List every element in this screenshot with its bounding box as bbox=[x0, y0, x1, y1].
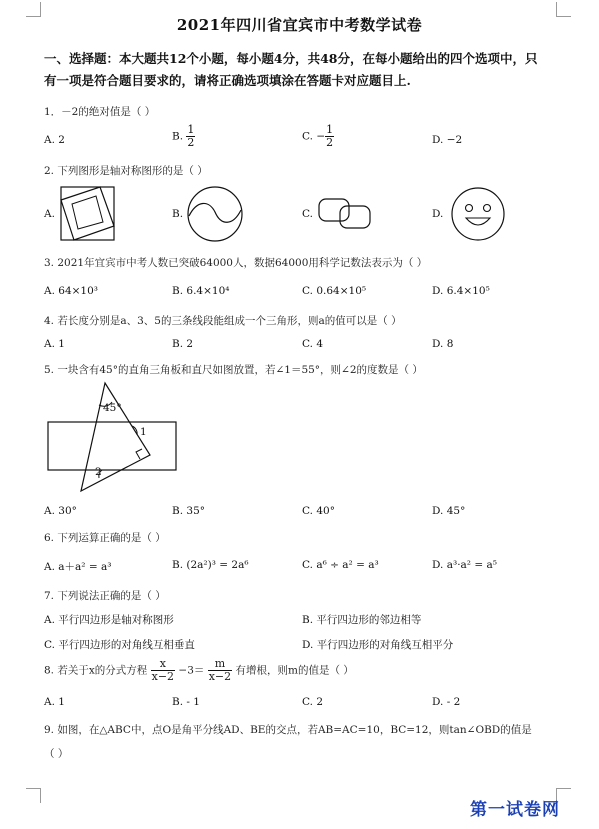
q5-label-angle-2: 2 bbox=[95, 466, 102, 478]
q1-option-a: A. 2 bbox=[44, 134, 65, 146]
q7-option-c: C. 平行四边形的对角线互相垂直 bbox=[44, 639, 195, 651]
question-9-answer-blank: （ ） bbox=[44, 748, 69, 760]
q5-label-45-degree: 45° bbox=[103, 402, 122, 414]
q8-option-d: D. - 2 bbox=[432, 696, 461, 708]
question-2-stem: 2. 下列图形是轴对称图形的是（ ） bbox=[44, 165, 208, 177]
q1-option-b: B. $\frac{1}{2}$ bbox=[172, 123, 195, 149]
q6-option-a: A. a＋a² = a³ bbox=[44, 561, 112, 573]
q8-option-a: A. 1 bbox=[44, 696, 65, 708]
q5-option-d: D. 45° bbox=[432, 505, 466, 517]
q8-fraction-x-over-x-minus-2: $\frac{x}{x-2}$ bbox=[151, 657, 175, 683]
crop-mark-bottom-left bbox=[26, 788, 41, 803]
question-4-stem: 4. 若长度分别是a、3、5的三条线段能组成一个三角形，则a的值可以是（ ） bbox=[44, 315, 402, 327]
q2-figure-d-smiley-face bbox=[450, 186, 506, 242]
q4-option-c: C. 4 bbox=[302, 338, 324, 350]
q5-figure-ruler-and-triangle bbox=[44, 380, 184, 498]
q5-label-angle-1: 1 bbox=[140, 426, 147, 438]
q7-option-b: B. 平行四边形的邻边相等 bbox=[302, 614, 422, 626]
q5-option-a: A. 30° bbox=[44, 505, 77, 517]
q6-option-b: B. (2a²)³ = 2a⁶ bbox=[172, 559, 249, 571]
question-9-stem: 9. 如图，在△ABC中，点O是角平分线AD、BE的交点，若AB=AC=10，BC=12，则tan∠OBD的值是 bbox=[44, 724, 532, 736]
q2-figure-b-yinyang-circle bbox=[187, 186, 245, 244]
q2-option-b-label: B. bbox=[172, 208, 184, 220]
q7-option-d: D. 平行四边形的对角线互相平分 bbox=[302, 639, 454, 651]
q2-option-c-label: C. bbox=[302, 208, 313, 220]
q8-fraction-m-over-x-minus-2: $\frac{m}{x-2}$ bbox=[208, 657, 232, 683]
question-3-stem: 3. 2021年宜宾市中考人数已突破64000人，数据64000用科学记数法表示为（ ） bbox=[44, 257, 428, 269]
q4-option-d: D. 8 bbox=[432, 338, 454, 350]
q1-option-d: D. −2 bbox=[432, 134, 463, 146]
q5-option-c: C. 40° bbox=[302, 505, 335, 517]
question-8-stem: 8. 若关于x的分式方程 $\frac{x}{x-2}$ −3＝ $\frac{m}{x-2}$ 有增根，则m的值是（ ） bbox=[44, 657, 354, 683]
q6-option-c: C. a⁶ ÷ a² = a³ bbox=[302, 559, 379, 571]
q2-option-a-label: A. bbox=[44, 208, 55, 220]
section-heading: 一、选择题：本大题共12个小题，每小题4分，共48分，在每小题给出的四个选项中，只 有一项是符合题目要求的，请将正确选项填涂在答题卡对应题目上. bbox=[44, 51, 538, 88]
page-title: 2021年四川省宜宾市中考数学试卷 bbox=[176, 16, 423, 34]
question-6-stem: 6. 下列运算正确的是（ ） bbox=[44, 532, 166, 544]
question-7-stem: 7. 下列说法正确的是（ ） bbox=[44, 590, 166, 602]
watermark-logo: 第一试卷网 bbox=[470, 800, 560, 820]
q2-figure-a-square-in-square bbox=[60, 186, 116, 242]
q3-option-a: A. 64×10³ bbox=[44, 285, 98, 297]
q3-option-d: D. 6.4×10⁵ bbox=[432, 285, 490, 297]
question-5-stem: 5. 一块含有45°的直角三角板和直尺如图放置，若∠1＝55°，则∠2的度数是（ ） bbox=[44, 364, 423, 376]
q8-option-b: B. - 1 bbox=[172, 696, 200, 708]
q5-option-b: B. 35° bbox=[172, 505, 206, 517]
q2-figure-c-linked-rectangles bbox=[318, 198, 374, 230]
q3-option-c: C. 0.64×10⁵ bbox=[302, 285, 367, 297]
q1-option-c: C. − $\frac{1}{2}$ bbox=[302, 123, 334, 149]
q4-option-a: A. 1 bbox=[44, 338, 65, 350]
q4-option-b: B. 2 bbox=[172, 338, 194, 350]
q8-option-c: C. 2 bbox=[302, 696, 324, 708]
q6-option-d: D. a³·a² = a⁵ bbox=[432, 559, 497, 571]
q3-option-b: B. 6.4×10⁴ bbox=[172, 285, 230, 297]
question-1-stem: 1．－2的绝对值是（ ） bbox=[44, 106, 156, 118]
q7-option-a: A. 平行四边形是轴对称图形 bbox=[44, 614, 174, 626]
q2-option-d-label: D. bbox=[432, 208, 444, 220]
